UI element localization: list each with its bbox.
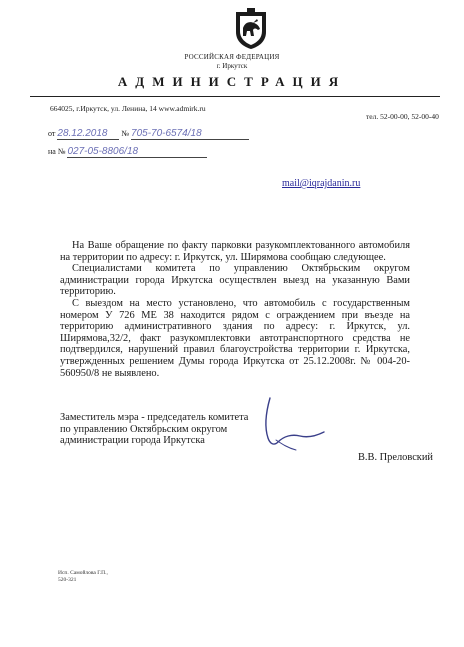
ref-number: 027-05-8806/18 [67, 146, 139, 157]
header-address: 664025, г.Иркутск, ул. Ленина, 14 www.admirk.ru [50, 104, 206, 113]
signatory-title-line: администрации города Иркутска [60, 435, 205, 447]
executor-name: Исп. Самойлова Г.П., [58, 570, 108, 576]
header-city: г. Иркутск [216, 62, 248, 70]
registration-outgoing [48, 128, 249, 140]
from-prefix: от [48, 129, 56, 138]
registration-reference [48, 146, 207, 158]
letter-paragraph: На Ваше обращение по факту парковки разукомплектованного автомобиля на территории по адресу: г. Иркутск, ул. Ширямова сообщаю следующее. [60, 240, 410, 263]
from-date: 28.12.2018 [57, 128, 108, 139]
executor-phone: 520-321 [58, 577, 77, 583]
letter-body [60, 240, 410, 379]
signer-name: В.В. Преловский [358, 452, 433, 463]
letter-paragraph: С выездом на место установлено, что автомобиль с государственным номером У 726 МЕ 38 находится рядом с ограждением при въезде на территорию административного здания по адресу: г. Иркутск, ул. Ширямова,32/2, факт разукомплектовки автотранспортного средства не подтвердился, нарушений правил благоустройства территории г. Иркутска, утвержденных решением Думы города Иркутска от 25.12.2008г. № 004-20-560950/8 не выявлено. [60, 297, 410, 379]
signatory-title-line: по управлению Октябрьским округом [60, 423, 228, 435]
letter-paragraph: Специалистами комитета по управлению Октябрьским округом администрации города Иркутска осуществлен выезд на указанную Вами территорию. [60, 263, 410, 298]
header-organization: АДМИНИСТРАЦИЯ [117, 74, 347, 89]
handwritten-signature-icon [258, 392, 338, 460]
signatory-title-line: Заместитель мэра - председатель комитета [60, 412, 249, 423]
header-divider [30, 96, 440, 97]
executor-info [58, 570, 108, 584]
from-number: 705-70-6574/18 [131, 128, 202, 139]
number-prefix: № [121, 129, 130, 138]
irkutsk-coat-of-arms-icon [234, 8, 268, 50]
ref-prefix: на № [48, 147, 66, 156]
header-phone: тел. 52-00-00, 52-00-40 [366, 112, 439, 121]
recipient-email[interactable]: mail@iqrajdanin.ru [282, 178, 361, 189]
signatory-title [60, 412, 248, 447]
header-country: РОССИЙСКАЯ ФЕДЕРАЦИЯ [184, 53, 280, 61]
